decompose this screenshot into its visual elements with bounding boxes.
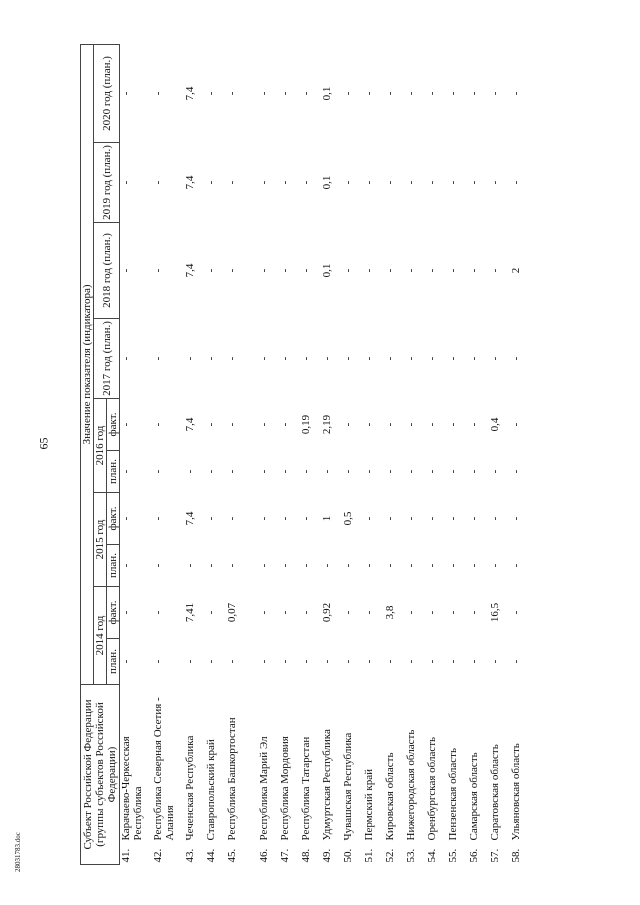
- row-subject-name: Республика Марий Эл: [258, 736, 270, 841]
- value-cell: 2,19: [321, 414, 333, 435]
- value-cell: -: [468, 610, 480, 615]
- table-body: [120, 44, 532, 864]
- value-cell: -: [300, 91, 312, 96]
- row-subject-cell: [489, 685, 510, 865]
- row-subject-cell: [510, 685, 531, 865]
- row-subject-name: Кировская область: [384, 752, 396, 841]
- table-row: [258, 44, 279, 864]
- value-cell: -: [405, 422, 417, 427]
- row-subject-name: Чеченская Республика: [184, 735, 196, 841]
- row-subject-name: Пермский край: [363, 769, 375, 841]
- value-cell: -: [226, 659, 238, 664]
- value-cell: -: [120, 610, 132, 615]
- row-number: 53.: [405, 848, 417, 863]
- header-2018: 2018 год (план.): [94, 223, 120, 319]
- value-cell: -: [489, 91, 501, 96]
- value-cell: -: [279, 516, 291, 521]
- value-cell: 7,4: [184, 175, 196, 190]
- row-subject-name: Самарская область: [468, 752, 480, 841]
- value-cell: -: [152, 563, 164, 568]
- value-cell: -: [279, 563, 291, 568]
- value-cell: 16,5: [489, 602, 501, 623]
- value-cell: -: [258, 422, 270, 427]
- row-number: 52.: [384, 848, 396, 863]
- value-cell: -: [258, 91, 270, 96]
- row-number: 41.: [120, 848, 132, 863]
- value-cell: -: [205, 563, 217, 568]
- value-cell: -: [426, 268, 438, 273]
- row-subject-cell: [184, 685, 205, 865]
- table-row: [384, 44, 405, 864]
- table-row: [363, 44, 384, 864]
- value-cell: -: [447, 268, 459, 273]
- value-cell: -: [447, 356, 459, 361]
- value-cell: -: [258, 356, 270, 361]
- value-cell: -: [510, 469, 522, 474]
- row-subject-name: Ставропольский край: [205, 739, 217, 841]
- value-cell: -: [152, 516, 164, 521]
- value-cell: -: [363, 356, 375, 361]
- value-cell: -: [405, 659, 417, 664]
- row-subject-cell: [226, 685, 258, 865]
- value-cell: -: [279, 91, 291, 96]
- header-2016-fact: факт.: [107, 399, 120, 451]
- value-cell: -: [468, 659, 480, 664]
- value-cell: -: [363, 659, 375, 664]
- row-subject-name: Ульяновская область: [510, 743, 522, 841]
- value-cell: -: [152, 356, 164, 361]
- value-cell: -: [152, 469, 164, 474]
- value-cell: -: [279, 180, 291, 185]
- value-cell: -: [258, 563, 270, 568]
- header-subject: Субъект Российской Федерации (группы субъектов Российской Федерации): [81, 685, 120, 865]
- value-cell: -: [468, 563, 480, 568]
- row-number: 42.: [152, 848, 164, 863]
- value-cell: -: [279, 422, 291, 427]
- row-number: 57.: [489, 848, 501, 863]
- table-row: [152, 44, 184, 864]
- value-cell: 2: [510, 267, 522, 274]
- value-cell: -: [426, 563, 438, 568]
- row-number: 58.: [510, 848, 522, 863]
- value-cell: -: [226, 180, 238, 185]
- value-cell: -: [489, 180, 501, 185]
- value-cell: -: [468, 356, 480, 361]
- value-cell: -: [342, 659, 354, 664]
- table-row: [510, 44, 531, 864]
- row-subject-cell: [258, 685, 279, 865]
- value-cell: -: [489, 356, 501, 361]
- value-cell: -: [300, 563, 312, 568]
- row-subject-cell: [120, 685, 153, 865]
- value-cell: -: [152, 610, 164, 615]
- value-cell: -: [426, 610, 438, 615]
- row-subject-name: Республика Мордовия: [279, 736, 291, 841]
- value-cell: -: [363, 563, 375, 568]
- value-cell: 7,4: [184, 511, 196, 526]
- value-cell: -: [363, 180, 375, 185]
- value-cell: -: [279, 469, 291, 474]
- value-cell: 0,4: [489, 417, 501, 432]
- value-cell: -: [205, 268, 217, 273]
- row-subject-cell: [279, 685, 300, 865]
- value-cell: -: [426, 91, 438, 96]
- value-cell: -: [489, 469, 501, 474]
- value-cell: -: [120, 268, 132, 273]
- value-cell: -: [258, 610, 270, 615]
- value-cell: -: [342, 422, 354, 427]
- value-cell: -: [510, 180, 522, 185]
- value-cell: -: [384, 268, 396, 273]
- value-cell: -: [426, 659, 438, 664]
- value-cell: -: [300, 268, 312, 273]
- value-cell: -: [426, 422, 438, 427]
- value-cell: -: [258, 180, 270, 185]
- row-subject-name: Республика Татарстан: [300, 736, 312, 841]
- row-number: 48.: [300, 848, 312, 863]
- value-cell: -: [489, 563, 501, 568]
- table-row: [489, 44, 510, 864]
- table-row: [468, 44, 489, 864]
- value-cell: -: [300, 610, 312, 615]
- value-cell: -: [184, 659, 196, 664]
- page-number: 65: [36, 437, 51, 450]
- row-number: 49.: [321, 848, 333, 863]
- value-cell: -: [279, 659, 291, 664]
- value-cell: -: [447, 563, 459, 568]
- value-cell: -: [300, 659, 312, 664]
- value-cell: -: [342, 91, 354, 96]
- table-row: [321, 44, 342, 864]
- value-cell: -: [489, 268, 501, 273]
- value-cell: -: [120, 180, 132, 185]
- value-cell: -: [279, 356, 291, 361]
- value-cell: 7,4: [184, 417, 196, 432]
- row-subject-cell: [321, 685, 342, 865]
- header-2016-plan: план.: [107, 451, 120, 493]
- value-cell: -: [468, 422, 480, 427]
- table-row: [226, 44, 258, 864]
- value-cell: -: [384, 563, 396, 568]
- value-cell: -: [205, 356, 217, 361]
- value-cell: -: [447, 180, 459, 185]
- value-cell: -: [300, 356, 312, 361]
- value-cell: -: [258, 469, 270, 474]
- value-cell: -: [405, 610, 417, 615]
- value-cell: 7,41: [184, 602, 196, 623]
- table-row: [279, 44, 300, 864]
- value-cell: -: [510, 422, 522, 427]
- value-cell: 1: [321, 515, 333, 522]
- value-cell: -: [510, 356, 522, 361]
- value-cell: -: [120, 563, 132, 568]
- table-row: [300, 44, 321, 864]
- table-row: [426, 44, 447, 864]
- value-cell: -: [321, 659, 333, 664]
- header-2015: 2015 год: [94, 493, 107, 587]
- row-subject-cell: [468, 685, 489, 865]
- value-cell: -: [321, 356, 333, 361]
- value-cell: -: [384, 516, 396, 521]
- value-cell: 3,8: [384, 605, 396, 620]
- row-subject-cell: [205, 685, 226, 865]
- row-subject-name: Карачаево-Черкесская Республика: [120, 736, 144, 841]
- row-number: 44.: [205, 848, 217, 863]
- row-subject-name: Саратовская область: [489, 744, 501, 841]
- row-number: 46.: [258, 848, 270, 863]
- value-cell: -: [279, 268, 291, 273]
- header-2016: 2016 год: [94, 399, 107, 493]
- value-cell: -: [321, 563, 333, 568]
- row-subject-name: Республика Северная Осетия - Алания: [152, 697, 176, 841]
- value-cell: 0,1: [321, 175, 333, 190]
- value-cell: -: [120, 469, 132, 474]
- value-cell: -: [363, 91, 375, 96]
- value-cell: -: [226, 91, 238, 96]
- value-cell: -: [468, 180, 480, 185]
- value-cell: -: [510, 91, 522, 96]
- row-number: 54.: [426, 848, 438, 863]
- row-subject-name: Чувашская Республика: [342, 732, 354, 841]
- row-subject-cell: [300, 685, 321, 865]
- value-cell: -: [205, 659, 217, 664]
- value-cell: -: [226, 469, 238, 474]
- value-cell: -: [426, 180, 438, 185]
- value-cell: -: [226, 356, 238, 361]
- row-subject-cell: [405, 685, 426, 865]
- value-cell: -: [384, 659, 396, 664]
- value-cell: 7,4: [184, 86, 196, 101]
- row-subject-name: Нижегородская область: [405, 729, 417, 841]
- value-cell: -: [447, 610, 459, 615]
- table-row: [447, 44, 468, 864]
- value-cell: -: [510, 516, 522, 521]
- row-number: 43.: [184, 848, 196, 863]
- row-subject-cell: [447, 685, 468, 865]
- header-2014-plan: план.: [107, 639, 120, 685]
- value-cell: -: [226, 563, 238, 568]
- row-subject-cell: [384, 685, 405, 865]
- value-cell: -: [468, 469, 480, 474]
- value-cell: 0,5: [342, 511, 354, 526]
- value-cell: -: [510, 659, 522, 664]
- value-cell: -: [152, 659, 164, 664]
- value-cell: -: [342, 268, 354, 273]
- header-2015-fact: факт.: [107, 493, 120, 545]
- value-cell: 0,19: [300, 414, 312, 435]
- header-2020: 2020 год (план.): [94, 44, 120, 142]
- value-cell: -: [405, 91, 417, 96]
- value-cell: -: [468, 516, 480, 521]
- table-header: [81, 44, 120, 864]
- row-subject-name: Оренбургская область: [426, 736, 438, 841]
- value-cell: -: [405, 180, 417, 185]
- value-cell: -: [184, 469, 196, 474]
- value-cell: -: [447, 469, 459, 474]
- row-subject-cell: [342, 685, 363, 865]
- value-cell: -: [120, 422, 132, 427]
- value-cell: -: [120, 91, 132, 96]
- value-cell: -: [489, 516, 501, 521]
- row-subject-cell: [363, 685, 384, 865]
- value-cell: -: [152, 180, 164, 185]
- table-row: [205, 44, 226, 864]
- value-cell: -: [120, 659, 132, 664]
- value-cell: -: [258, 268, 270, 273]
- value-cell: -: [300, 180, 312, 185]
- value-cell: -: [489, 659, 501, 664]
- value-cell: -: [468, 91, 480, 96]
- value-cell: -: [120, 516, 132, 521]
- value-cell: -: [405, 469, 417, 474]
- value-cell: -: [447, 516, 459, 521]
- value-cell: -: [152, 268, 164, 273]
- document-code: 28031783.doc: [14, 832, 22, 872]
- value-cell: -: [405, 563, 417, 568]
- row-number: 50.: [342, 848, 354, 863]
- value-cell: -: [342, 180, 354, 185]
- value-cell: -: [226, 268, 238, 273]
- value-cell: -: [447, 659, 459, 664]
- value-cell: -: [152, 422, 164, 427]
- value-cell: -: [384, 469, 396, 474]
- value-cell: -: [152, 91, 164, 96]
- header-2017: 2017 год (план.): [94, 319, 120, 399]
- value-cell: 0,07: [226, 602, 238, 623]
- value-cell: -: [384, 422, 396, 427]
- table-row: [342, 44, 363, 864]
- value-cell: 0,1: [321, 86, 333, 101]
- header-2019: 2019 год (план.): [94, 143, 120, 223]
- value-cell: -: [205, 422, 217, 427]
- value-cell: -: [447, 422, 459, 427]
- value-cell: -: [184, 356, 196, 361]
- row-number: 47.: [279, 848, 291, 863]
- value-cell: -: [363, 268, 375, 273]
- indicator-table: [80, 44, 531, 865]
- row-number: 51.: [363, 848, 375, 863]
- value-cell: -: [300, 469, 312, 474]
- value-cell: -: [405, 356, 417, 361]
- rotated-table-container: [80, 45, 615, 865]
- value-cell: -: [120, 356, 132, 361]
- row-number: 56.: [468, 848, 480, 863]
- value-cell: -: [205, 91, 217, 96]
- value-cell: -: [363, 610, 375, 615]
- value-cell: -: [363, 516, 375, 521]
- value-cell: -: [384, 356, 396, 361]
- header-2015-plan: план.: [107, 545, 120, 587]
- value-cell: -: [384, 91, 396, 96]
- value-cell: -: [405, 268, 417, 273]
- table-row: [120, 44, 153, 864]
- value-cell: -: [426, 469, 438, 474]
- value-cell: -: [510, 563, 522, 568]
- value-cell: -: [405, 516, 417, 521]
- table-row: [405, 44, 426, 864]
- value-cell: -: [342, 610, 354, 615]
- header-2014: 2014 год: [94, 587, 107, 685]
- value-cell: -: [363, 469, 375, 474]
- value-cell: -: [342, 469, 354, 474]
- value-cell: -: [258, 659, 270, 664]
- value-cell: 0,1: [321, 263, 333, 278]
- row-subject-name: Республика Башкортостан: [226, 717, 238, 841]
- value-cell: -: [226, 422, 238, 427]
- value-cell: -: [205, 610, 217, 615]
- value-cell: -: [205, 469, 217, 474]
- value-cell: -: [258, 516, 270, 521]
- header-2014-fact: факт.: [107, 587, 120, 639]
- value-cell: -: [384, 180, 396, 185]
- value-cell: -: [342, 563, 354, 568]
- value-cell: -: [205, 516, 217, 521]
- value-cell: -: [300, 516, 312, 521]
- row-number: 45.: [226, 848, 238, 863]
- row-subject-cell: [426, 685, 447, 865]
- value-cell: -: [426, 356, 438, 361]
- value-cell: -: [226, 516, 238, 521]
- value-cell: -: [279, 610, 291, 615]
- row-subject-name: Удмуртская Республика: [321, 729, 333, 841]
- value-cell: -: [363, 422, 375, 427]
- value-cell: -: [426, 516, 438, 521]
- row-subject-name: Пензенская область: [447, 748, 459, 841]
- value-cell: 0,92: [321, 602, 333, 623]
- value-cell: -: [342, 356, 354, 361]
- row-subject-cell: [152, 685, 184, 865]
- value-cell: -: [447, 91, 459, 96]
- value-cell: -: [510, 610, 522, 615]
- table-row: [184, 44, 205, 864]
- value-cell: -: [184, 563, 196, 568]
- header-indicator: Значение показателя (индикатора): [81, 44, 94, 684]
- value-cell: 7,4: [184, 263, 196, 278]
- row-number: 55.: [447, 848, 459, 863]
- value-cell: -: [205, 180, 217, 185]
- value-cell: -: [468, 268, 480, 273]
- value-cell: -: [321, 469, 333, 474]
